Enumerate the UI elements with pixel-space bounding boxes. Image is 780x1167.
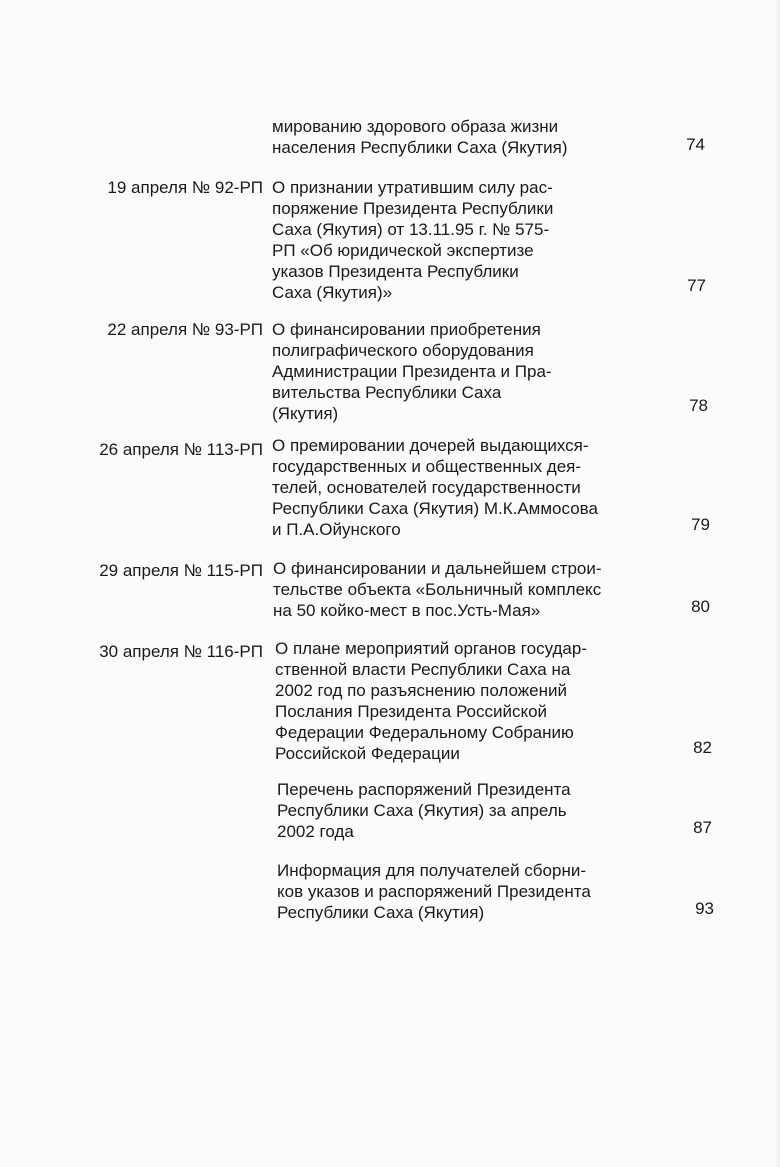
title-line: О плане мероприятий органов государ- bbox=[275, 639, 588, 658]
title-line: Российской Федерации bbox=[275, 744, 460, 763]
title-line: тельстве объекта «Больничный комплекс bbox=[273, 580, 602, 599]
title-line: Саха (Якутия)» bbox=[272, 283, 393, 302]
title-line: РП «Об юридической экспертизе bbox=[272, 241, 534, 260]
title-line: Саха (Якутия) от 13.11.95 г. № 575- bbox=[272, 220, 550, 239]
title-line: Федерации Федеральному Собранию bbox=[275, 723, 574, 742]
entry-title bbox=[272, 177, 553, 303]
entry-title bbox=[273, 558, 602, 621]
entry-date: 22 апреля № 93-РП bbox=[107, 320, 263, 339]
title-line: Республики Саха (Якутия) за апрель bbox=[277, 801, 567, 820]
entry-title bbox=[272, 435, 598, 540]
title-line: и П.А.Ойунского bbox=[272, 520, 401, 539]
title-line: вительства Республики Саха bbox=[272, 383, 502, 402]
title-line: мированию здорового образа жизни bbox=[272, 117, 559, 136]
entry-title bbox=[277, 860, 591, 923]
title-line: телей, основателей государственности bbox=[272, 478, 581, 497]
page-number: 87 bbox=[693, 818, 712, 837]
title-line: на 50 койко-мест в пос.Усть-Мая» bbox=[273, 601, 541, 620]
entry-date: 19 апреля № 92-РП bbox=[107, 178, 263, 197]
entry-date: 29 апреля № 115-РП bbox=[99, 561, 263, 580]
page-number: 82 bbox=[693, 738, 712, 757]
title-line: Информация для получателей сборни- bbox=[277, 861, 586, 880]
title-line: Послания Президента Российской bbox=[275, 702, 548, 721]
page-number: 80 bbox=[691, 597, 710, 616]
title-line: населения Республики Саха (Якутия) bbox=[272, 138, 568, 157]
entry-date: 26 апреля № 113-РП bbox=[99, 440, 263, 459]
title-line: О финансировании и дальнейшем строи- bbox=[273, 559, 602, 578]
title-line: указов Президента Республики bbox=[272, 262, 519, 281]
entry-title bbox=[272, 116, 568, 158]
title-line: поряжение Президента Республики bbox=[272, 199, 554, 218]
page-edge-shadow bbox=[774, 0, 780, 1167]
entry-title bbox=[272, 319, 552, 424]
entry-title bbox=[277, 779, 571, 842]
title-line: Республики Саха (Якутия) М.К.Аммосова bbox=[272, 499, 598, 518]
title-line: 2002 год по разъяснению положений bbox=[275, 681, 568, 700]
title-line: О признании утратившим силу рас- bbox=[272, 178, 553, 197]
entry-title bbox=[275, 638, 587, 764]
title-line: (Якутия) bbox=[272, 404, 339, 423]
title-line: ственной власти Республики Саха на bbox=[275, 660, 571, 679]
title-line: Перечень распоряжений Президента bbox=[277, 780, 571, 799]
page-number: 93 bbox=[695, 899, 714, 918]
title-line: государственных и общественных дея- bbox=[272, 457, 582, 476]
title-line: Администрации Президента и Пра- bbox=[272, 362, 552, 381]
page-number: 78 bbox=[689, 396, 708, 415]
title-line: Республики Саха (Якутия) bbox=[277, 903, 485, 922]
page-number: 74 bbox=[686, 135, 705, 154]
title-line: О премировании дочерей выдающихся- bbox=[272, 436, 589, 455]
page-number: 79 bbox=[691, 515, 710, 534]
page-number: 77 bbox=[687, 276, 706, 295]
title-line: ков указов и распоряжений Президента bbox=[277, 882, 591, 901]
title-line: 2002 года bbox=[277, 822, 354, 841]
entry-date: 30 апреля № 116-РП bbox=[99, 642, 263, 661]
title-line: полиграфического оборудования bbox=[272, 341, 534, 360]
title-line: О финансировании приобретения bbox=[272, 320, 541, 339]
